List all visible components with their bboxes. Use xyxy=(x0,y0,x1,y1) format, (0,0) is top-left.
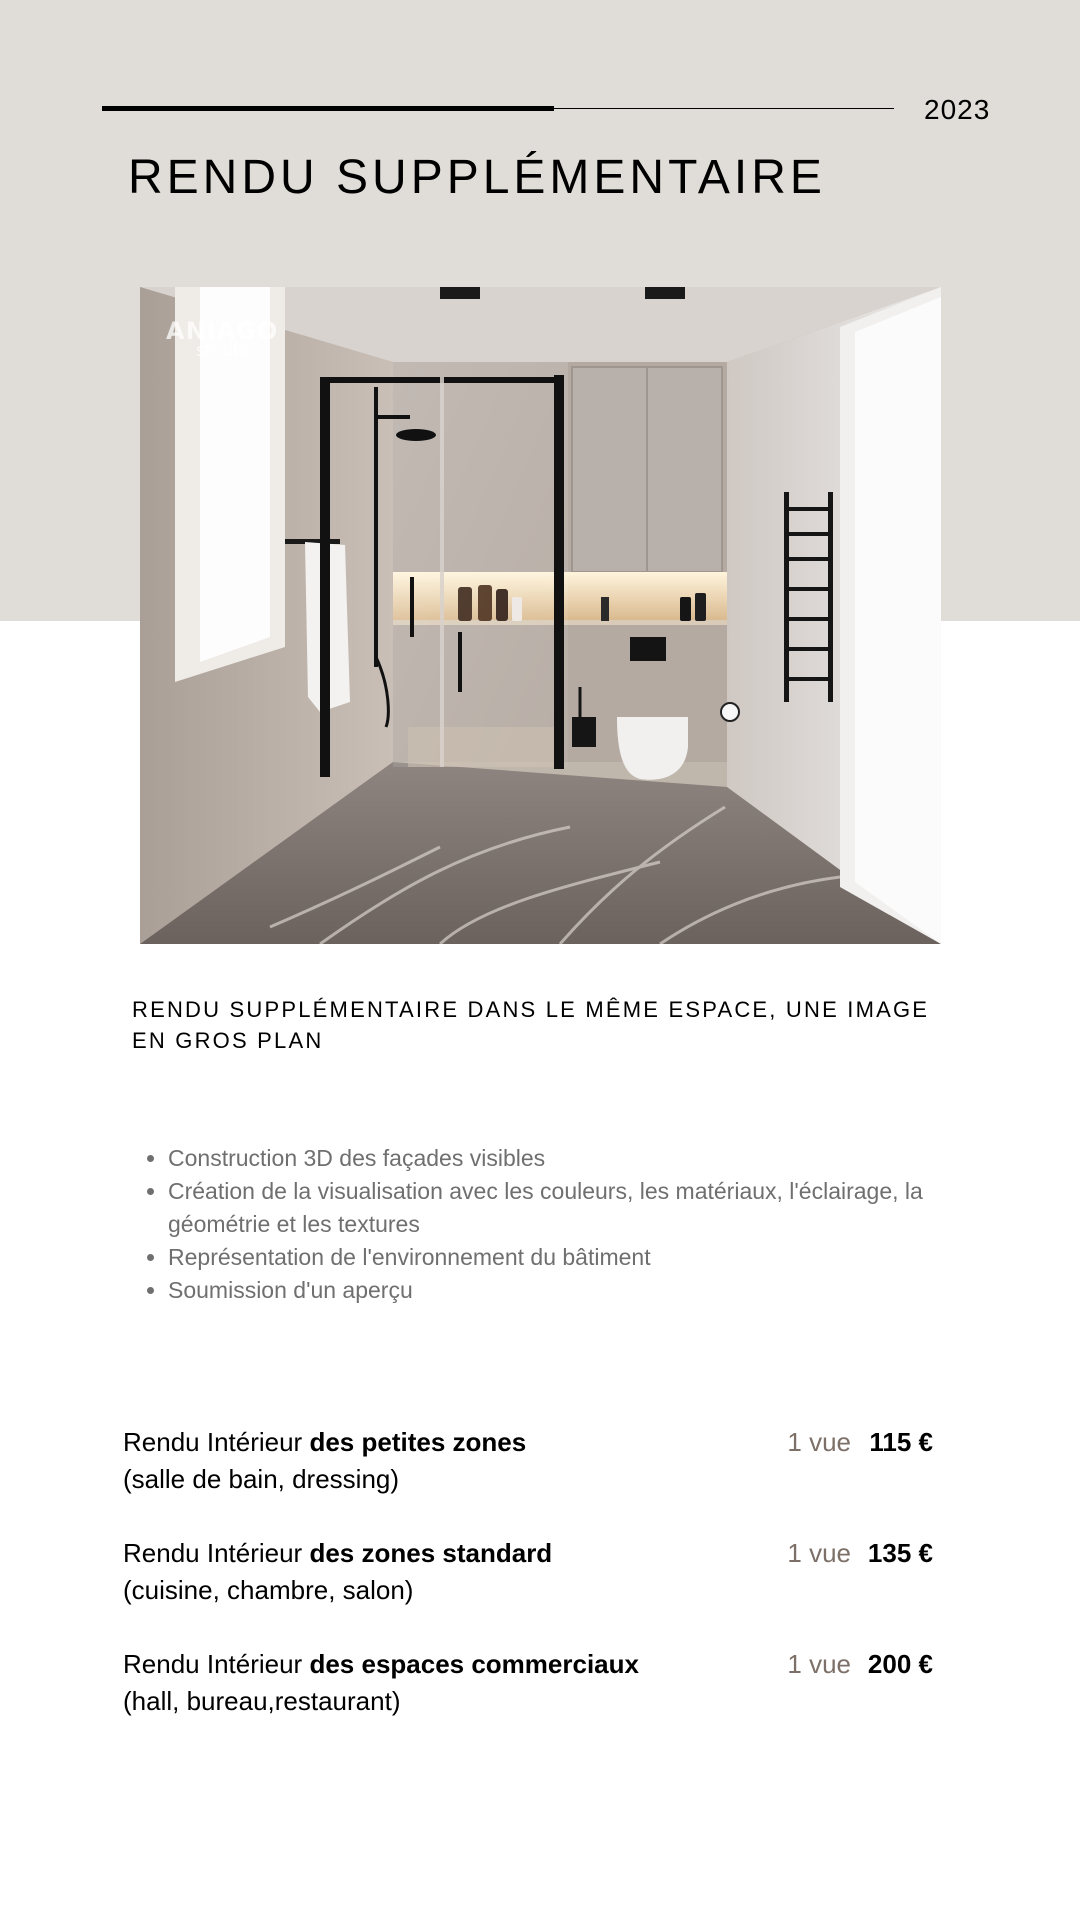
price-highlight: des zones standard xyxy=(309,1538,553,1568)
price-description xyxy=(123,1535,743,1609)
price-highlight: des espaces commerciaux xyxy=(309,1649,639,1679)
feature-item: • Construction 3D des façades visibles xyxy=(168,1142,968,1175)
price-amount: 200 € xyxy=(867,1649,933,1679)
price-description xyxy=(123,1646,743,1720)
price-prefix: Rendu Intérieur xyxy=(123,1538,310,1568)
price-amount: 135 € xyxy=(867,1538,933,1568)
header-rule-thick xyxy=(102,106,554,111)
price-detail: (salle de bain, dressing) xyxy=(123,1464,400,1494)
bathroom-render-image xyxy=(140,287,941,944)
price-prefix: Rendu Intérieur xyxy=(123,1649,310,1679)
header-rule-thin xyxy=(554,108,894,109)
page-title: RENDU SUPPLÉMENTAIRE xyxy=(128,151,826,204)
watermark-line-2: studio xyxy=(196,341,249,361)
price-highlight: des petites zones xyxy=(309,1427,527,1457)
feature-item: • Création de la visualisation avec les couleurs, les matériaux, l'éclairage, la géométrie et les textures xyxy=(168,1175,968,1241)
studio-watermark-logo xyxy=(166,319,278,360)
year-label: 2023 xyxy=(924,94,991,125)
price-unit: 1 vue xyxy=(787,1427,851,1457)
feature-list xyxy=(134,1142,968,1307)
feature-item: • Soumission d'un aperçu xyxy=(168,1274,968,1307)
feature-item: • Représentation de l'environnement du bâtiment xyxy=(168,1241,968,1274)
price-description xyxy=(123,1424,743,1498)
price-row-commercial-spaces xyxy=(123,1646,933,1726)
price-row-standard-zones xyxy=(123,1535,933,1615)
price-detail: (cuisine, chambre, salon) xyxy=(123,1575,414,1605)
price-row-small-zones xyxy=(123,1424,933,1504)
price-prefix: Rendu Intérieur xyxy=(123,1427,310,1457)
price-amount: 115 € xyxy=(869,1427,933,1457)
price-unit: 1 vue xyxy=(787,1649,851,1679)
image-caption: RENDU SUPPLÉMENTAIRE DANS LE MÊME ESPACE, UNE IMAGE EN GROS PLAN xyxy=(132,997,930,1053)
watermark-line-1: ANIAGO xyxy=(166,317,279,345)
price-detail: (hall, bureau,restaurant) xyxy=(123,1686,401,1716)
price-unit: 1 vue xyxy=(787,1538,851,1568)
